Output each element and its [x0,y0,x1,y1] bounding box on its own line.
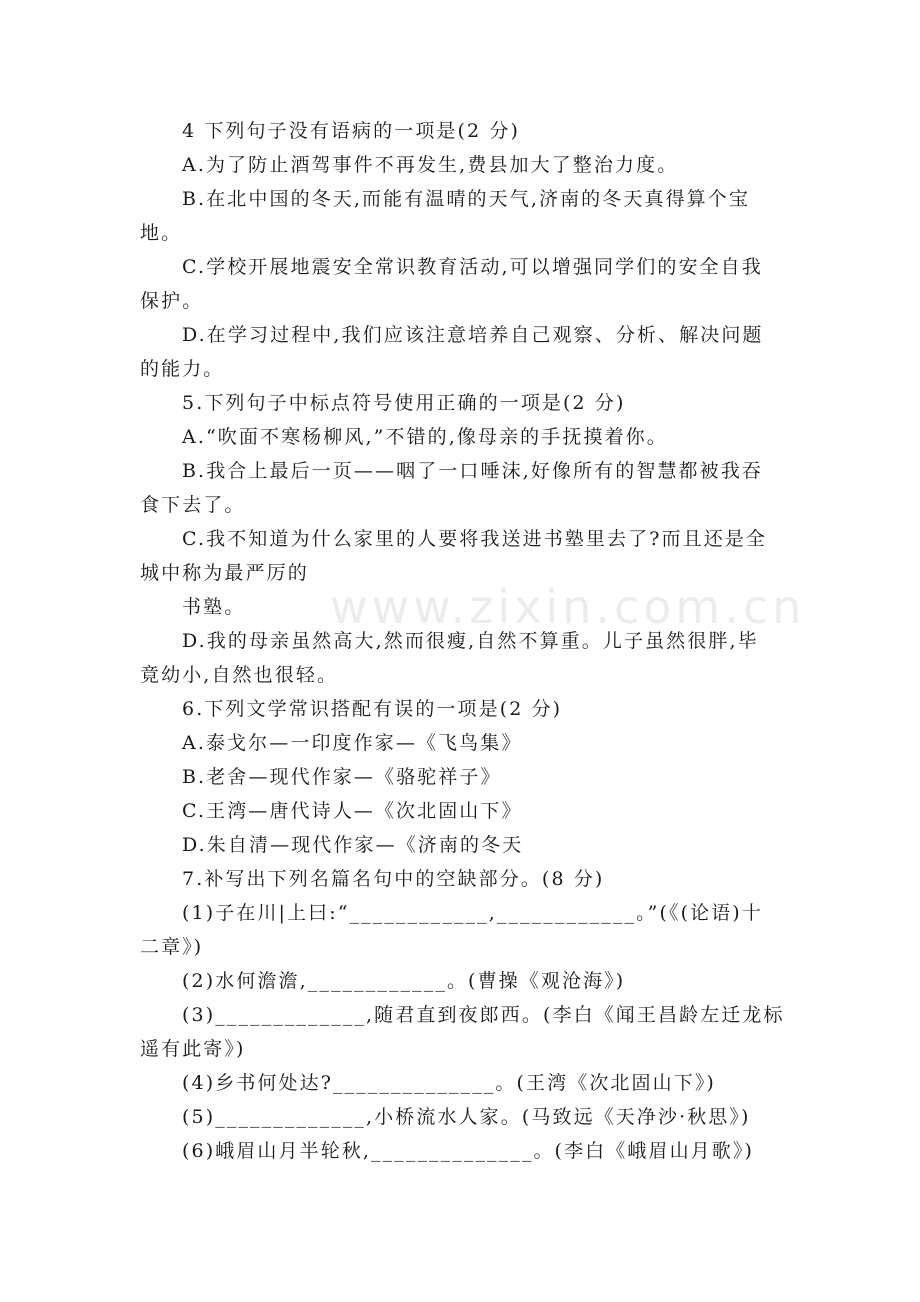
q7-item5: (5)_____________,小桥流水人家。(马致远《天净沙·秋思》) [182,1106,751,1128]
q5-option-b-line1: B.我合上最后一页——咽了一口唾沫,好像所有的智慧都被我吞 [182,460,763,482]
q6-option-c: C.王湾—唐代诗人—《次北固山下》 [182,800,523,822]
q4-option-a: A.为了防止酒驾事件不再发生,费县加大了整治力度。 [182,154,679,176]
q4-option-d-line1: D.在学习过程中,我们应该注意培养自己观察、分析、解决问题 [182,324,764,346]
q4-option-b-line1: B.在北中国的冬天,而能有温晴的天气,济南的冬天真得算个宝 [182,188,750,210]
q7-item4: (4)乡书何处达?______________。(王湾《次北固山下》) [182,1072,716,1094]
q5-option-c-line3: 书塾。 [182,596,246,618]
q5-stem: 5.下列句子中标点符号使用正确的一项是(2 分) [182,392,626,414]
q4-option-c-line2: 保护。 [140,290,204,312]
q7-item6: (6)峨眉山月半轮秋,______________。(李白《峨眉山月歌》) [182,1140,754,1162]
q6-option-d: D.朱自清—现代作家—《济南的冬天 [182,834,524,856]
q5-option-c-line1: C.我不知道为什么家里的人要将我送进书塾里去了?而且还是全 [182,528,767,550]
q7-item1-line2: 二章》) [140,936,204,958]
q5-option-a: A.“吹面不寒杨柳风,”不错的,像母亲的手抚摸着你。 [182,426,668,448]
q7-item2: (2)水何澹澹,____________。(曹操《观沧海》) [182,970,626,992]
q5-option-c-line2: 城中称为最严厉的 [140,562,309,584]
q4-option-c-line1: C.学校开展地震安全常识教育活动,可以增强同学们的安全自我 [182,256,763,278]
q7-stem: 7.补写出下列名篇名句中的空缺部分。(8 分) [182,868,605,890]
watermark: www.zixin.com.cn [330,580,806,634]
q5-option-d-line1: D.我的母亲虽然高大,然而很瘦,自然不算重。儿子虽然很胖,毕 [182,630,759,652]
q4-option-b-line2: 地。 [140,222,183,244]
q6-stem: 6.下列文学常识搭配有误的一项是(2 分) [182,698,563,720]
q4-stem: 4 下列句子没有语病的一项是(2 分) [182,120,520,142]
q4-option-d-line2: 的能力。 [140,358,225,380]
q7-item3-line1: (3)_____________,随君直到夜郎西。(李白《闻王昌龄左迁龙标 [182,1004,785,1026]
q7-item3-line2: 遥有此寄》) [140,1038,246,1060]
q5-option-d-line2: 竟幼小,自然也很轻。 [140,664,339,686]
q6-option-b: B.老舍—现代作家—《骆驼祥子》 [182,766,502,788]
q5-option-b-line2: 食下去了。 [140,494,246,516]
q7-item1-line1: (1)子在川|上曰:“____________,____________。”(《(论语)十 [182,902,763,924]
q6-option-a: A.泰戈尔—一印度作家—《飞鸟集》 [182,732,523,754]
